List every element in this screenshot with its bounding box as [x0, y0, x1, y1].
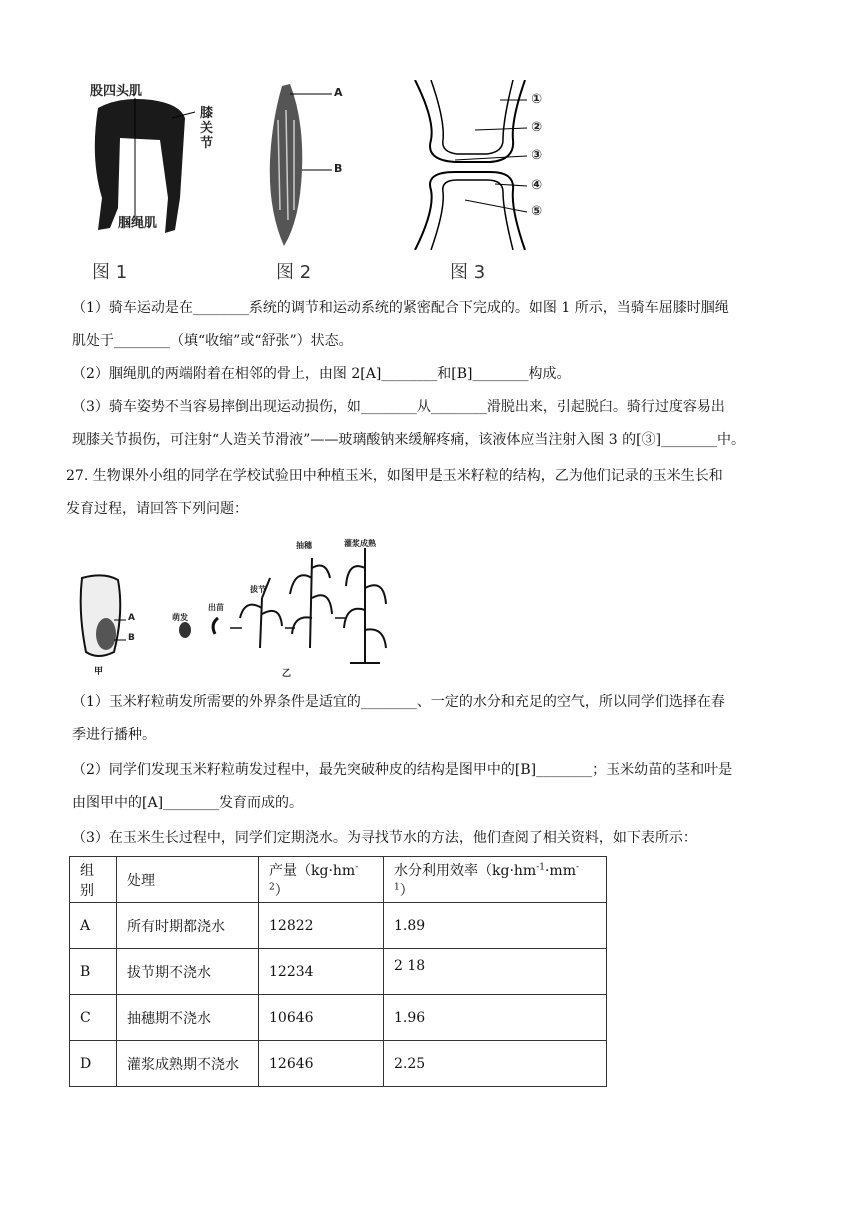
cell-treatment: 拔节期不浇水 [117, 949, 259, 995]
cell-group: A [70, 903, 117, 949]
corn-growth-illustration [170, 538, 400, 668]
cell-efficiency: 1.89 [384, 903, 607, 949]
cell-treatment: 所有时期都浇水 [117, 903, 259, 949]
stage-label-maturity: 灌浆成熟 [344, 539, 376, 548]
table-row [70, 949, 607, 995]
cell-treatment: 抽穗期不浇水 [117, 995, 259, 1041]
fig3-label-1: ① [531, 92, 543, 107]
q26-p3-line1: （3）骑车姿势不当容易摔倒出现运动损伤，如________从________滑脱出来，引起脱臼。骑行过度容易出 [72, 399, 725, 415]
stage-label-heading: 抽穗 [296, 541, 312, 550]
q26-p2: （2）腘绳肌的两端附着在相邻的骨上，由图 2[A]________和[B]________构成。 [72, 366, 571, 382]
cell-yield: 10646 [259, 995, 384, 1041]
table-header-row [70, 857, 607, 903]
q27-intro-line2: 发育过程，请回答下列问题： [66, 501, 248, 517]
q26-p3-line2: 现膝关节损伤，可注射“人造关节滑液”——玻璃酸钠来缓解疼痛，该液体应当注射入图 3 的[③]________中。 [72, 432, 746, 448]
fig2-label-a: A [334, 86, 343, 99]
header-treatment: 处理 [117, 857, 259, 903]
q27-p2-line2: 由图甲中的[A]________发育而成的。 [72, 795, 304, 811]
stage-label-jointing: 拔节 [250, 585, 266, 594]
figure-yi [170, 538, 400, 678]
fig1-label-quadriceps: 股四头肌 [90, 84, 143, 99]
q27-p2-line1: （2）同学们发现玉米籽粒萌发过程中，最先突破种皮的结构是图甲中的[B]________；玉米幼苗的茎和叶是 [72, 762, 733, 778]
fig3-label-5: ⑤ [531, 204, 543, 219]
cell-group: D [70, 1041, 117, 1087]
figure-2 [260, 80, 360, 250]
fig3-label-3: ③ [531, 148, 543, 163]
cell-efficiency: 1.96 [384, 995, 607, 1041]
fig3-label-4: ④ [531, 178, 543, 193]
cell-efficiency [384, 949, 607, 995]
cell-yield: 12646 [259, 1041, 384, 1087]
header-yield: 产量$(kg\cdot hm^{-2})$ [259, 857, 384, 903]
fig-jia-caption: 甲 [94, 667, 104, 677]
table-row [70, 1041, 607, 1087]
seed-label-b: B [128, 633, 135, 643]
fig3-caption: 图 3 [450, 262, 486, 283]
q27-p3: （3）在玉米生长过程中，同学们定期浇水。为寻找节水的方法，他们查阅了相关资料，如下表所示： [72, 830, 697, 846]
seed-label-a: A [128, 613, 135, 623]
figure-3 [395, 80, 555, 250]
figure-1 [80, 78, 230, 253]
fig2-caption: 图 2 [276, 262, 312, 283]
cell-group: B [70, 949, 117, 995]
fig-yi-caption: 乙 [282, 669, 292, 679]
cell-treatment: 灌浆成熟期不浇水 [117, 1041, 259, 1087]
header-efficiency: 水分利用效率$(kg\cdot hm^{-1}\cdot mm^{-1})$ [384, 857, 607, 903]
cell-yield: 12822 [259, 903, 384, 949]
q26-p1-line1: （1）骑车运动是在________系统的调节和运动系统的紧密配合下完成的。如图 1 所示，当骑车屈膝时腘绳 [72, 300, 729, 316]
fig1-label-knee: 膝关节 [200, 106, 214, 151]
fig1-caption: 图 1 [92, 262, 128, 283]
efficiency-value: 2 18 [394, 957, 426, 974]
q27-p1-line1: （1）玉米籽粒萌发所需要的外界条件是适宜的________、一定的水分和充足的空气，所以同学们选择在春 [72, 694, 725, 710]
header-group: 组别 [70, 857, 117, 903]
fig3-label-2: ② [531, 120, 543, 135]
table-row [70, 903, 607, 949]
stage-label-germination: 萌发 [172, 613, 188, 622]
table-row [70, 995, 607, 1041]
muscle-illustration [260, 80, 360, 250]
fig2-label-b: B [334, 162, 343, 175]
q26-p1-line2: 肌处于________（填“收缩”或“舒张”）状态。 [72, 333, 353, 349]
q27-intro-line1: 27. 生物课外小组的同学在学校试验田中种植玉米，如图甲是玉米籽粒的结构，乙为他们记录的玉米生长和 [66, 468, 723, 484]
irrigation-table [69, 856, 607, 1087]
q27-p1-line2: 季进行播种。 [72, 727, 156, 743]
cell-group: C [70, 995, 117, 1041]
stage-label-emergence: 出苗 [208, 603, 224, 612]
cell-yield: 12234 [259, 949, 384, 995]
cell-efficiency: 2.25 [384, 1041, 607, 1087]
fig1-label-hamstring: 腘绳肌 [118, 216, 158, 231]
figure-jia [74, 572, 144, 677]
